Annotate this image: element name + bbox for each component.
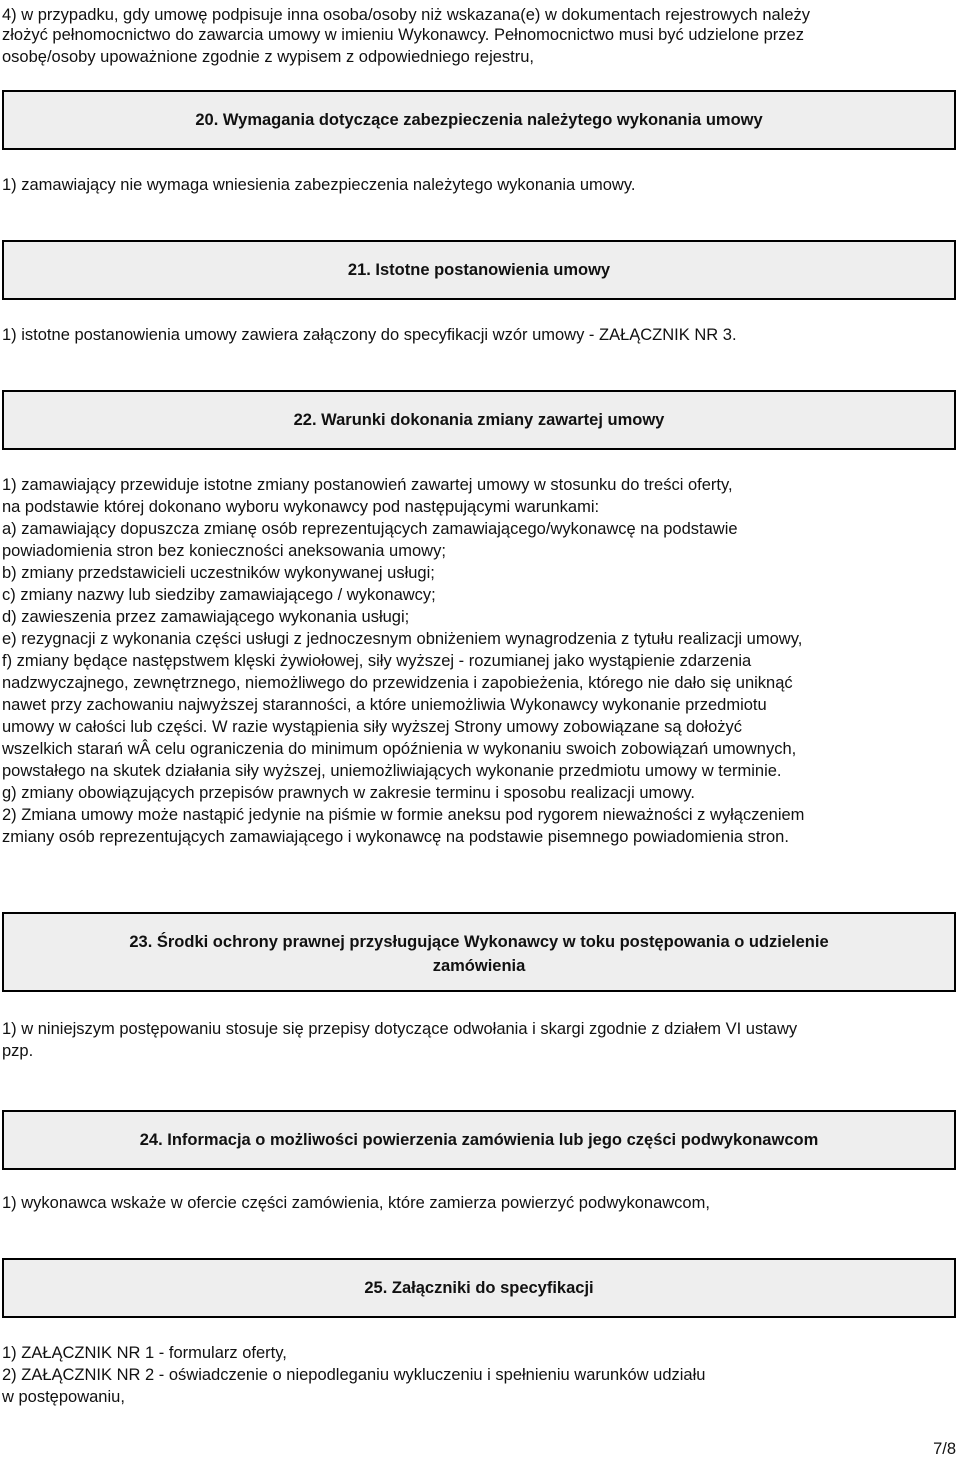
- intro-line-1: 4) w przypadku, gdy umowę podpisuje inna osoba/osoby niż wskazana(e) w dokumentach rejestrowych należy: [2, 6, 811, 24]
- section-22-line-13: wszelkich starań wÂ celu ograniczenia do minimum opóźnienia w wykonaniu swoich zobowiązań umownych,: [2, 740, 797, 758]
- section-20-heading: 20. Wymagania dotyczące zabezpieczenia należytego wykonania umowy: [195, 111, 763, 129]
- section-22-heading: 22. Warunki dokonania zmiany zawartej umowy: [293, 411, 665, 429]
- section-22-line-15: g) zmiany obowiązujących przepisów prawnych w zakresie terminu i sposobu realizacji umowy.: [2, 784, 695, 802]
- section-23-heading-line-2: zamówienia: [432, 957, 526, 975]
- section-24-line-1: 1) wykonawca wskaże w ofercie części zamówienia, które zamierza powierzyć podwykonawcom,: [2, 1194, 710, 1212]
- section-25-line-3: w postępowaniu,: [2, 1388, 125, 1406]
- section-23-line-1: 1) w niniejszym postępowaniu stosuje się przepisy dotyczące odwołania i skargi zgodnie z działem VI ustawy: [2, 1020, 798, 1038]
- section-24-heading: 24. Informacja o możliwości powierzenia zamówienia lub jego części podwykonawcom: [139, 1131, 819, 1149]
- section-22-line-5: b) zmiany przedstawicieli uczestników wykonywanej usługi;: [2, 564, 435, 582]
- section-22-line-10: nadzwyczajnego, zewnętrznego, niemożliwego do przewidzenia i zapobieżenia, którego nie dało się uniknąć: [2, 674, 793, 692]
- section-22-line-6: c) zmiany nazwy lub siedziby zamawiającego / wykonawcy;: [2, 586, 436, 604]
- section-25-heading: 25. Załączniki do specyfikacji: [364, 1279, 594, 1297]
- section-25-line-1: 1) ZAŁĄCZNIK NR 1 - formularz oferty,: [2, 1344, 287, 1362]
- section-21-line-1: 1) istotne postanowienia umowy zawiera załączony do specyfikacji wzór umowy - ZAŁĄCZNIK NR 3.: [2, 326, 737, 344]
- section-22-line-1: 1) zamawiający przewiduje istotne zmiany postanowień zawartej umowy w stosunku do treści oferty,: [2, 476, 733, 494]
- section-22-line-2: na podstawie której dokonano wyboru wykonawcy pod następującymi warunkami:: [2, 498, 600, 516]
- section-22-line-3: a) zamawiający dopuszcza zmianę osób reprezentujących zamawiającego/wykonawcę na podstawie: [2, 520, 738, 538]
- section-22-line-17: zmiany osób reprezentujących zamawiającego i wykonawcę na podstawie pisemnego powiadomienia stron.: [2, 828, 789, 846]
- section-23-line-2: pzp.: [2, 1042, 34, 1060]
- section-22-line-16: 2) Zmiana umowy może nastąpić jedynie na piśmie w formie aneksu pod rygorem nieważności z wyłączeniem: [2, 806, 805, 824]
- section-22-line-12: umowy w całości lub części. W razie wystąpienia siły wyższej Strony umowy zobowiązane są dołożyć: [2, 718, 743, 736]
- section-25-line-2: 2) ZAŁĄCZNIK NR 2 - oświadczenie o niepodleganiu wykluczeniu i spełnieniu warunków udziału: [2, 1366, 706, 1384]
- section-22-line-14: powstałego na skutek działania siły wyższej, uniemożliwiających wykonanie przedmiotu umowy w terminie.: [2, 762, 782, 780]
- section-23-heading-line-1: 23. Środki ochrony prawnej przysługujące Wykonawcy w toku postępowania o udzielenie: [129, 933, 829, 951]
- section-22-line-8: e) rezygnacji z wykonania części usługi z jednoczesnym obniżeniem wynagrodzenia z tytułu realizacji umowy,: [2, 630, 803, 648]
- intro-line-3: osobę/osoby upoważnione zgodnie z wypisem z odpowiedniego rejestru,: [2, 48, 534, 66]
- section-21-heading: 21. Istotne postanowienia umowy: [347, 261, 611, 279]
- section-22-line-11: nawet przy zachowaniu najwyższej staranności, a które uniemożliwia Wykonawcy wykonanie przedmiotu: [2, 696, 767, 714]
- intro-line-2: złożyć pełnomocnictwo do zawarcia umowy w imieniu Wykonawcy. Pełnomocnictwo musi być udzielone przez: [2, 26, 804, 44]
- section-22-line-4: powiadomienia stron bez konieczności aneksowania umowy;: [2, 542, 446, 560]
- section-22-line-7: d) zawieszenia przez zamawiającego wykonania usługi;: [2, 608, 410, 626]
- page-number: 7/8: [933, 1440, 956, 1458]
- section-22-line-9: f) zmiany będące następstwem klęski żywiołowej, siły wyższej - rozumianej jako wystąpienie zdarzenia: [2, 652, 752, 670]
- section-20-line-1: 1) zamawiający nie wymaga wniesienia zabezpieczenia należytego wykonania umowy.: [2, 176, 636, 194]
